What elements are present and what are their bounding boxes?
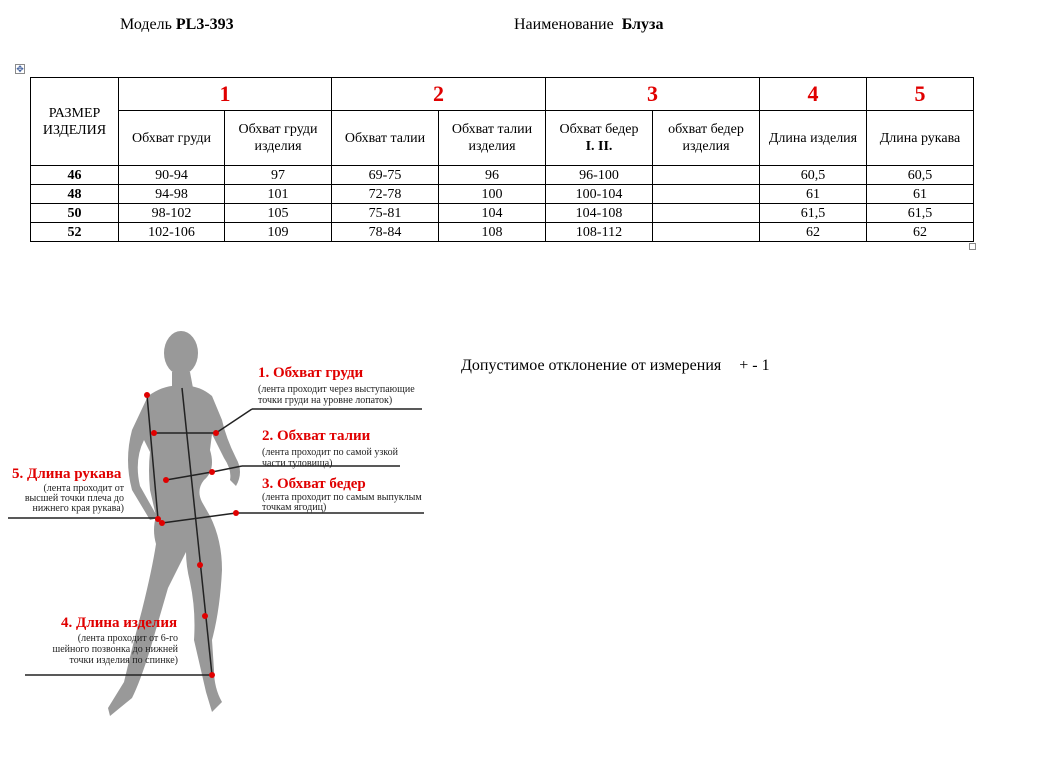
table-cell: 62: [760, 223, 867, 242]
annotation-length-title: 4. Длина изделия: [61, 615, 178, 631]
table-cell: 108: [439, 223, 546, 242]
size-cell: 46: [31, 166, 119, 185]
size-cell: 50: [31, 204, 119, 223]
size-cell: 48: [31, 185, 119, 204]
group-number-3: 3: [546, 78, 760, 111]
table-cell: 72-78: [332, 185, 439, 204]
tolerance-label: Допустимое отклонение от измерения: [461, 357, 722, 374]
column-header: Обхват талии: [332, 111, 439, 166]
annotation-length-note: точки изделия по спинке): [69, 655, 178, 666]
table-cell: 105: [225, 204, 332, 223]
annotation-chest-title: 1. Обхват груди: [258, 365, 364, 381]
model-value: PL3-393: [175, 16, 234, 33]
column-header: Обхват груди: [119, 111, 225, 166]
annotation-sleeve-note: (лента проходит от: [43, 483, 124, 494]
table-cell: 101: [225, 185, 332, 204]
column-header: Длина изделия: [760, 111, 867, 166]
model-label: Модель: [120, 16, 172, 33]
annotation-waist-note: части туловища): [262, 458, 333, 469]
table-cell: 104: [439, 204, 546, 223]
table-cell: 98-102: [119, 204, 225, 223]
group-number-1: 1: [119, 78, 332, 111]
annotation-chest-note: (лента проходит через выступающие: [258, 384, 415, 395]
table-cell: 97: [225, 166, 332, 185]
table-move-handle-icon[interactable]: ✥: [16, 64, 24, 74]
table-row: [31, 185, 974, 204]
tolerance-value: + - 1: [739, 357, 770, 374]
annotation-sleeve-note: высшей точки плеча до: [24, 493, 124, 504]
name-value: Блуза: [621, 16, 664, 33]
model-header: [120, 16, 234, 34]
table-resize-handle[interactable]: [969, 243, 976, 250]
table-cell: 78-84: [332, 223, 439, 242]
table-cell: 75-81: [332, 204, 439, 223]
measurement-diagram: [0, 320, 470, 730]
table-cell: 62: [867, 223, 974, 242]
table-cell: 61,5: [760, 204, 867, 223]
table-cell: 100: [439, 185, 546, 204]
table-cell: [653, 185, 760, 204]
table-cell: 90-94: [119, 166, 225, 185]
annotation-chest-note: точки груди на уровне лопаток): [258, 395, 393, 406]
tolerance-note: [461, 357, 770, 375]
size-cell: 52: [31, 223, 119, 242]
annotation-sleeve-title: 5. Длина рукава: [12, 466, 122, 482]
table-cell: 61: [760, 185, 867, 204]
table-cell: 96-100: [546, 166, 653, 185]
name-header: [514, 16, 663, 34]
column-header-hips: [546, 111, 653, 166]
table-cell: 94-98: [119, 185, 225, 204]
annotation-length-note: шейного позвонка до нижней: [52, 644, 178, 655]
annotation-waist-title: 2. Обхват талии: [262, 428, 371, 444]
column-header: Обхват талии изделия: [439, 111, 546, 166]
table-row: [31, 223, 974, 242]
annotation-sleeve-note: нижнего края рукава): [32, 503, 124, 514]
group-number-4: 4: [760, 78, 867, 111]
table-row: [31, 204, 974, 223]
table-cell: [653, 223, 760, 242]
annotation-waist-note: (лента проходит по самой узкой: [262, 447, 398, 458]
column-header: Длина рукава: [867, 111, 974, 166]
annotation-hips-note: точкам ягодиц): [262, 502, 327, 513]
table-cell: 109: [225, 223, 332, 242]
size-table: [30, 77, 974, 242]
table-cell: 61,5: [867, 204, 974, 223]
hip-subheader: I. II.: [585, 139, 613, 154]
table-cell: 60,5: [760, 166, 867, 185]
table-row: [31, 166, 974, 185]
group-number-2: 2: [332, 78, 546, 111]
size-column-header: РАЗМЕР ИЗДЕЛИЯ: [31, 78, 119, 166]
table-cell: 96: [439, 166, 546, 185]
table-cell: 69-75: [332, 166, 439, 185]
table-cell: 100-104: [546, 185, 653, 204]
annotation-hips-title: 3. Обхват бедер: [262, 476, 366, 492]
table-cell: 108-112: [546, 223, 653, 242]
group-number-5: 5: [867, 78, 974, 111]
column-header: Обхват бедер: [559, 122, 639, 137]
table-cell: [653, 204, 760, 223]
column-header: Обхват груди изделия: [225, 111, 332, 166]
column-header: обхват бедер изделия: [653, 111, 760, 166]
name-label: Наименование: [514, 16, 614, 33]
annotation-length-note: (лента проходит от 6-го: [77, 633, 178, 644]
table-cell: 102-106: [119, 223, 225, 242]
table-cell: 61: [867, 185, 974, 204]
table-cell: [653, 166, 760, 185]
annotation-hips-note: (лента проходит по самым выпуклым: [262, 492, 422, 503]
table-cell: 60,5: [867, 166, 974, 185]
table-cell: 104-108: [546, 204, 653, 223]
